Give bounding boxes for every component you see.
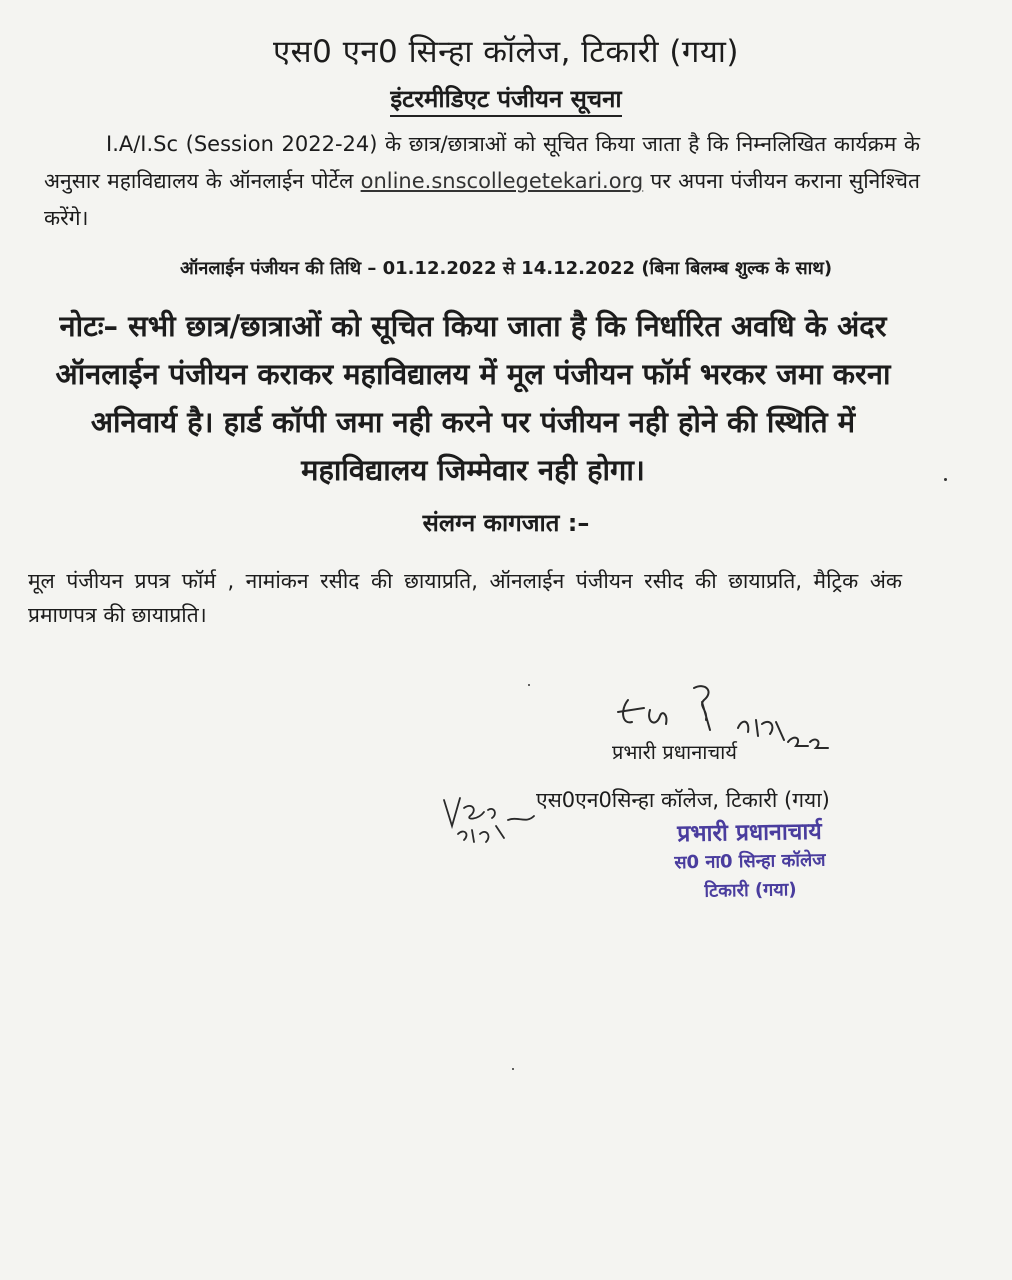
intro-text: I.A/I.Sc (Session 2022-24) के छात्र/छात्राओं को सूचित किया जाता है कि निम्नलिखित कार्यक्रम के अनुसार महाविद्यालय के ऑनलाईन पोर्टेल bbox=[44, 132, 920, 193]
college-name: एस0 एन0 सिन्हा कॉलेज, टिकारी (गया) bbox=[273, 34, 739, 70]
paper-speck bbox=[944, 478, 947, 481]
notice-title bbox=[0, 82, 1012, 115]
portal-link[interactable]: online.snscollegetekari.org bbox=[360, 169, 644, 193]
handwritten-initials bbox=[438, 790, 538, 846]
intro-paragraph bbox=[44, 126, 920, 237]
stamp-line-1: प्रभारी प्रधानाचार्य bbox=[677, 818, 822, 848]
attachments-list: मूल पंजीयन प्रपत्र फॉर्म , नामांकन रसीद की छायाप्रति, ऑनलाईन पंजीयन रसीद की छायाप्रति, मैट्रिक अंक प्रमाणपत्र की छायाप्रति। bbox=[28, 569, 902, 627]
attachments-heading: संलग्न कागजात :– bbox=[422, 509, 590, 537]
note-paragraph: नोटः– सभी छात्र/छात्राओं को सूचित किया जाता है कि निर्धारित अवधि के अंदर ऑनलाईन पंजीयन कराकर महाविद्यालय में मूल पंजीयन फॉर्म भरकर जमा करना अनिवार्य है। हार्ड कॉपी जमा नही करने पर पंजीयन नही होने की स्थिति में महाविद्यालय जिम्मेवार नही होगा। bbox=[55, 309, 891, 487]
paper-speck bbox=[528, 684, 530, 686]
signatory-designation: प्रभारी प्रधानाचार्य bbox=[612, 740, 737, 764]
intro-text-end: पर अपना पंजीयन कराना सुनिश्चित करेंगे। bbox=[44, 169, 920, 230]
signatory-college: एस0एन0सिन्हा कॉलेज, टिकारी (गया) bbox=[536, 788, 830, 812]
registration-date: ऑनलाईन पंजीयन की तिथि – 01.12.2022 से 14.12.2022 (बिना बिलम्ब शुल्क के साथ) bbox=[179, 258, 833, 279]
official-stamp bbox=[629, 816, 870, 908]
stamp-line-2: स0 ना0 सिन्हा कॉलेज bbox=[674, 849, 826, 874]
notice-title-text: इंटरमीडिएट पंजीयन सूचना bbox=[390, 85, 621, 117]
stamp-line-3: टिकारी (गया) bbox=[704, 879, 797, 902]
paper-speck bbox=[512, 1068, 514, 1070]
